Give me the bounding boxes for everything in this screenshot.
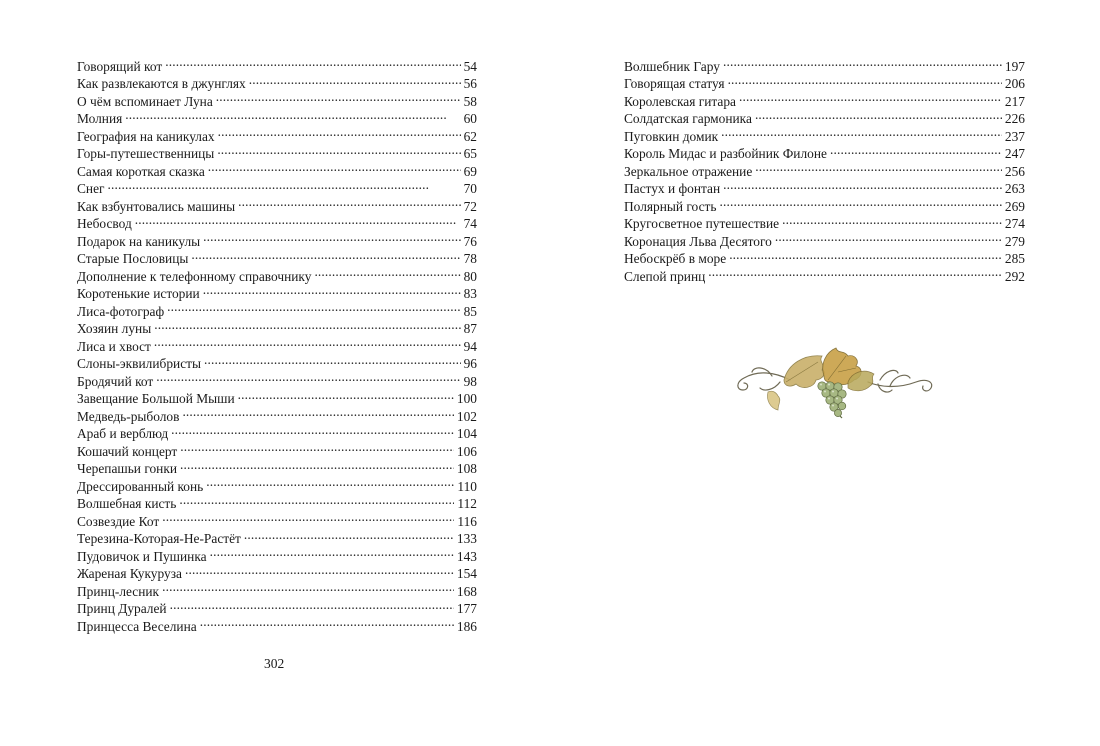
- toc-entry-page-number: 247: [1004, 146, 1025, 161]
- toc-entry-page-number: 65: [463, 146, 477, 161]
- toc-entry-page-number: 56: [463, 76, 477, 91]
- toc-entry-title: География на каникулах: [77, 128, 215, 144]
- toc-entry-page-number: 197: [1004, 58, 1025, 74]
- toc-entry: [77, 193, 477, 214]
- toc-entry-title: Коротенькие истории: [77, 286, 200, 301]
- dot-leader: [200, 613, 454, 631]
- dot-leader: [191, 246, 460, 264]
- toc-entry-page-number: 143: [456, 548, 477, 564]
- toc-entry-page-number: 72: [463, 198, 477, 214]
- toc-entry-title: Король Мидас и разбойник Филоне: [624, 146, 827, 161]
- toc-entry-title: Пастух и фонтан: [624, 181, 721, 196]
- toc-entry-title: Лиса-фотограф: [77, 303, 165, 319]
- toc-entry-title: Дополнение к телефонному справочнику: [77, 268, 312, 284]
- dot-leader: [125, 106, 460, 124]
- toc-entry-page-number: 60: [463, 111, 477, 126]
- toc-entry: [77, 53, 477, 74]
- grape-cluster: [818, 382, 846, 417]
- dot-leader: [244, 526, 454, 544]
- dot-leader: [179, 491, 454, 509]
- toc-entry-page-number: 94: [463, 338, 477, 354]
- toc-entry-title: Небоскрёб в море: [624, 251, 727, 266]
- toc-entry-page-number: 69: [463, 163, 477, 179]
- toc-entry-title: Лиса и хвост: [77, 338, 151, 354]
- toc-entry-title: Как развлекаются в джунглях: [77, 76, 246, 91]
- toc-entry-page-number: 274: [1004, 216, 1025, 231]
- toc-entry: [77, 228, 477, 249]
- toc-entry-page-number: 154: [456, 566, 477, 581]
- toc-entry-title: Черепашьи гонки: [77, 461, 178, 476]
- toc-entry-page-number: 292: [1004, 268, 1025, 284]
- toc-entry: [77, 123, 477, 144]
- toc-entry-title: Медведь-рыболов: [77, 408, 180, 424]
- toc-entry-title: Хозяин луны: [77, 321, 152, 336]
- left-leaf: [784, 356, 824, 388]
- toc-entry-page-number: 110: [457, 478, 477, 494]
- toc-entry-title: Коронация Льва Десятого: [624, 233, 772, 249]
- toc-entry-page-number: 100: [456, 391, 477, 406]
- dot-leader: [238, 386, 454, 404]
- toc-entry: [624, 53, 1025, 74]
- toc-entry-page-number: 116: [457, 513, 477, 529]
- toc-entry-page-number: 85: [463, 303, 477, 319]
- toc-entry-title: Дрессированный конь: [77, 478, 204, 494]
- right-scroll-tendril: [868, 370, 932, 392]
- dot-leader: [739, 88, 1002, 106]
- dot-leader: [755, 106, 1002, 124]
- toc-entry-page-number: 54: [463, 58, 477, 74]
- toc-entry-page-number: 98: [463, 373, 477, 389]
- toc-entry-title: Старые Пословицы: [77, 251, 189, 266]
- toc-entry-title: Подарок на каникулы: [77, 233, 201, 249]
- dot-leader: [217, 141, 460, 159]
- dot-leader: [156, 368, 460, 386]
- dot-leader: [203, 281, 461, 299]
- dot-leader: [723, 176, 1002, 194]
- toc-entry: [77, 176, 477, 194]
- toc-entry-title: Бродячий кот: [77, 373, 154, 389]
- toc-entry-page-number: 133: [456, 531, 477, 546]
- dot-leader: [708, 263, 1002, 281]
- dot-leader: [171, 421, 454, 439]
- toc-entry-title: Пуговкин домик: [624, 128, 719, 144]
- dot-leader: [216, 88, 461, 106]
- toc-entry-title: Волшебная кисть: [77, 496, 177, 511]
- toc-entry-title: Принц Дуралей: [77, 601, 167, 616]
- toc-entry-page-number: 76: [463, 233, 477, 249]
- toc-entry-title: Горы-путешественницы: [77, 146, 215, 161]
- toc-entry-page-number: 74: [463, 216, 477, 231]
- dot-leader: [162, 578, 454, 596]
- dot-leader: [203, 228, 460, 246]
- toc-entry-page-number: 269: [1004, 198, 1025, 214]
- toc-entry-title: Говорящий кот: [77, 58, 163, 74]
- toc-entry-title: Пудовичок и Пушинка: [77, 548, 207, 564]
- toc-entry-title: Слоны-эквилибристы: [77, 356, 201, 371]
- dot-leader: [165, 53, 460, 71]
- toc-entry-title: Волшебник Гару: [624, 58, 720, 74]
- left-scroll-tendril: [738, 368, 790, 390]
- toc-entry-page-number: 108: [456, 461, 477, 476]
- dot-leader: [162, 508, 454, 526]
- toc-entry-page-number: 226: [1004, 111, 1025, 126]
- toc-entry-page-number: 83: [463, 286, 477, 301]
- toc-entry-title: Терезина-Которая-Не-Растёт: [77, 531, 241, 546]
- toc-entry-page-number: 104: [456, 426, 477, 441]
- toc-entry-title: Как взбунтовались машины: [77, 198, 236, 214]
- toc-entry: [77, 211, 477, 229]
- dot-leader: [180, 438, 454, 456]
- toc-entry-page-number: 168: [456, 583, 477, 599]
- toc-entry-title: Принцесса Веселина: [77, 618, 197, 634]
- toc-right-column: [624, 53, 1025, 284]
- grapevine-vignette-icon: [730, 342, 938, 422]
- dot-leader: [782, 211, 1002, 229]
- toc-entry-page-number: 256: [1004, 163, 1025, 179]
- toc-entry-title: Королевская гитара: [624, 93, 736, 109]
- toc-entry-title: Слепой принц: [624, 268, 706, 284]
- toc-entry-title: Зеркальное отражение: [624, 163, 753, 179]
- dot-leader: [830, 141, 1002, 159]
- toc-left-column: [77, 53, 477, 634]
- dot-leader: [204, 351, 461, 369]
- toc-entry-page-number: 186: [456, 618, 477, 634]
- page-number: 302: [264, 656, 285, 671]
- toc-entry-title: О чём вспоминает Луна: [77, 93, 213, 109]
- dot-leader: [154, 333, 461, 351]
- toc-entry-title: Кругосветное путешествие: [624, 216, 780, 231]
- dot-leader: [723, 53, 1002, 71]
- toc-entry-page-number: 106: [456, 443, 477, 459]
- dot-leader: [238, 193, 460, 211]
- right-page: [550, 0, 1100, 746]
- toc-entry-page-number: 263: [1004, 181, 1025, 196]
- toc-entry-title: Принц-лесник: [77, 583, 160, 599]
- toc-entry-page-number: 237: [1004, 128, 1025, 144]
- toc-entry-page-number: 80: [463, 268, 477, 284]
- toc-entry-page-number: 177: [456, 601, 477, 616]
- dot-leader: [729, 246, 1002, 264]
- dot-leader: [775, 228, 1002, 246]
- toc-entry-title: Снег: [77, 181, 105, 196]
- toc-entry-title: Небосвод: [77, 216, 132, 231]
- toc-entry-title: Полярный гость: [624, 198, 717, 214]
- toc-entry-page-number: 112: [457, 496, 477, 511]
- dot-leader: [206, 473, 454, 491]
- toc-entry: [77, 106, 477, 124]
- dot-leader: [180, 456, 454, 474]
- toc-entry-page-number: 285: [1004, 251, 1025, 266]
- toc-entry-title: Завещание Большой Мыши: [77, 391, 235, 406]
- dot-leader: [170, 596, 454, 614]
- dot-leader: [182, 403, 453, 421]
- toc-entry-page-number: 96: [463, 356, 477, 371]
- toc-entry-page-number: 279: [1004, 233, 1025, 249]
- toc-entry-title: Созвездие Кот: [77, 513, 160, 529]
- dot-leader: [755, 158, 1002, 176]
- dot-leader: [167, 298, 460, 316]
- dot-leader: [154, 316, 460, 334]
- toc-entry-page-number: 62: [463, 128, 477, 144]
- toc-entry-page-number: 206: [1004, 76, 1025, 91]
- toc-entry-title: Самая короткая сказка: [77, 163, 205, 179]
- toc-entry-title: Говорящая статуя: [624, 76, 725, 91]
- dot-leader: [728, 71, 1002, 89]
- toc-entry-title: Кошачий концерт: [77, 443, 178, 459]
- toc-entry-page-number: 217: [1004, 93, 1025, 109]
- dot-leader: [135, 211, 461, 229]
- dot-leader: [720, 193, 1002, 211]
- dot-leader: [218, 123, 461, 141]
- toc-entry-title: Солдатская гармоника: [624, 111, 752, 126]
- toc-entry-page-number: 78: [463, 251, 477, 266]
- dot-leader: [108, 176, 461, 194]
- dot-leader: [208, 158, 461, 176]
- toc-entry-title: Жареная Кукуруза: [77, 566, 182, 581]
- toc-entry-page-number: 87: [463, 321, 477, 336]
- dot-leader: [314, 263, 460, 281]
- dot-leader: [721, 123, 1002, 141]
- toc-entry-page-number: 102: [456, 408, 477, 424]
- toc-entry-page-number: 70: [463, 181, 477, 196]
- dot-leader: [249, 71, 461, 89]
- toc-entry-title: Араб и верблюд: [77, 426, 169, 441]
- dot-leader: [185, 561, 454, 579]
- small-leaf: [767, 391, 779, 410]
- toc-entry-title: Молния: [77, 111, 123, 126]
- toc-entry-page-number: 58: [463, 93, 477, 109]
- dot-leader: [210, 543, 454, 561]
